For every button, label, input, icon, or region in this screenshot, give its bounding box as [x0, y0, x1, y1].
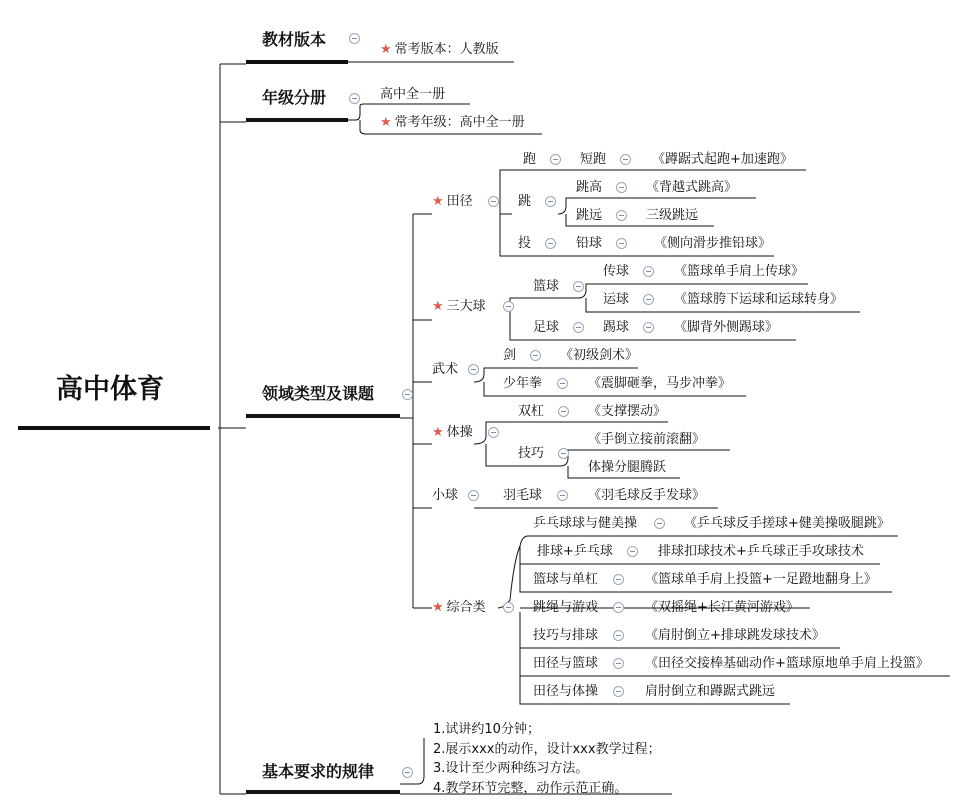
topic-grade[interactable]: 年级分册 [262, 88, 327, 107]
node-pass[interactable]: 传球 [603, 264, 630, 279]
node-high-jump[interactable]: 跳高 [576, 180, 603, 195]
collapse-icon[interactable] [627, 546, 638, 557]
node-football[interactable]: 足球 [533, 320, 560, 335]
requirement-line: 3.设计至少两种练习方法。 [433, 761, 589, 776]
node-long-jump[interactable]: 跳远 [576, 208, 603, 223]
collapse-icon[interactable] [643, 322, 654, 333]
node-fist-topic[interactable]: 《震脚砸拳，马步冲拳》 [588, 376, 732, 391]
node-skill-topic-1[interactable]: 《手倒立接前滚翻》 [588, 432, 706, 447]
node-run[interactable]: 跑 [523, 152, 537, 167]
collapse-icon[interactable] [558, 448, 569, 459]
node-parallel-bars[interactable]: 双杠 [518, 404, 545, 419]
collapse-icon[interactable] [468, 364, 479, 375]
combo-item-name[interactable]: 排球+乒乓球 [537, 544, 613, 559]
node-dribble[interactable]: 运球 [603, 292, 630, 307]
combo-item-topic[interactable]: 《篮球单手肩上投篮+一足蹬地翻身上》 [645, 572, 877, 587]
node-textbook-version[interactable]: ★ 常考版本：人教版 [380, 42, 499, 57]
node-basketball[interactable]: 篮球 [533, 279, 560, 294]
node-martial[interactable]: 武术 [432, 362, 459, 377]
combo-item-name[interactable]: 田径与篮球 [533, 656, 599, 671]
collapse-icon[interactable] [557, 490, 568, 501]
collapse-icon[interactable] [503, 301, 514, 312]
combo-item-name[interactable]: 篮球与单杠 [533, 572, 599, 587]
star-icon: ★ [380, 42, 392, 57]
star-icon: ★ [380, 115, 392, 130]
star-icon: ★ [432, 194, 444, 209]
collapse-icon[interactable] [530, 350, 541, 361]
node-shot[interactable]: 铅球 [576, 236, 603, 251]
collapse-icon[interactable] [613, 574, 624, 585]
topic-requirements[interactable]: 基本要求的规律 [262, 762, 375, 781]
collapse-icon[interactable] [643, 294, 654, 305]
collapse-icon[interactable] [545, 238, 556, 249]
combo-item-name[interactable]: 田径与体操 [533, 684, 599, 699]
node-shot-topic[interactable]: 《侧向滑步推铅球》 [654, 236, 772, 251]
node-sword-topic[interactable]: 《初级剑术》 [560, 348, 639, 363]
node-pass-topic[interactable]: 《篮球单手肩上传球》 [674, 264, 805, 279]
node-fist[interactable]: 少年拳 [503, 376, 543, 391]
node-gymnastics[interactable]: ★ 体操 [432, 425, 473, 440]
collapse-icon[interactable] [613, 630, 624, 641]
node-throw[interactable]: 投 [518, 236, 532, 251]
node-bars-topic[interactable]: 《支撑摆动》 [588, 404, 667, 419]
collapse-icon[interactable] [573, 281, 584, 292]
collapse-icon[interactable] [349, 33, 360, 44]
node-badminton-topic[interactable]: 《羽毛球反手发球》 [588, 488, 706, 503]
combo-item-topic[interactable]: 《田径交接棒基础动作+篮球原地单手肩上投篮》 [645, 656, 929, 671]
combo-item-topic[interactable]: 《双摇绳+长江黄河游戏》 [645, 600, 799, 615]
requirements-note[interactable] [433, 720, 661, 798]
node-kick-topic[interactable]: 《脚背外侧踢球》 [674, 320, 779, 335]
node-badminton[interactable]: 羽毛球 [503, 488, 543, 503]
combo-item-topic[interactable]: 排球扣球技术+乒乓球正手攻球技术 [658, 544, 864, 559]
collapse-icon[interactable] [613, 658, 624, 669]
collapse-icon[interactable] [616, 210, 627, 221]
node-small-ball[interactable]: 小球 [432, 488, 459, 503]
node-sword[interactable]: 剑 [503, 348, 517, 363]
star-icon: ★ [432, 600, 444, 615]
collapse-icon[interactable] [616, 238, 627, 249]
collapse-icon[interactable] [643, 266, 654, 277]
requirement-line: 2.展示xxx的动作，设计xxx教学过程； [433, 741, 661, 757]
collapse-icon[interactable] [545, 196, 556, 207]
node-sprint[interactable]: 短跑 [580, 152, 607, 167]
collapse-icon[interactable] [402, 767, 413, 778]
collapse-icon[interactable] [468, 490, 479, 501]
collapse-icon[interactable] [558, 406, 569, 417]
combo-item-topic[interactable]: 肩肘倒立和蹲踞式跳远 [645, 684, 776, 699]
node-jump[interactable]: 跳 [518, 194, 532, 209]
combo-item-name[interactable]: 跳绳与游戏 [533, 600, 599, 615]
collapse-icon[interactable] [613, 686, 624, 697]
collapse-icon[interactable] [349, 93, 360, 104]
node-skill-topic-2[interactable]: 体操分腿腾跃 [588, 460, 667, 475]
collapse-icon[interactable] [613, 602, 624, 613]
star-icon: ★ [432, 299, 444, 314]
collapse-icon[interactable] [503, 602, 514, 613]
combo-item-name[interactable]: 乒乓球球与健美操 [533, 516, 638, 531]
collapse-icon[interactable] [550, 154, 561, 165]
node-sprint-topic[interactable]: 《蹲踞式起跑+加速跑》 [652, 152, 793, 167]
collapse-icon[interactable] [557, 378, 568, 389]
topic-domains[interactable]: 领域类型及课题 [262, 384, 375, 403]
combo-item-topic[interactable]: 《乒乓球反手搓球+健美操吸腿跳》 [684, 516, 890, 531]
star-icon: ★ [432, 425, 444, 440]
node-kick[interactable]: 踢球 [603, 320, 630, 335]
node-grade-book[interactable]: 高中全一册 [380, 87, 446, 102]
node-track[interactable]: ★ 田径 [432, 194, 473, 209]
collapse-icon[interactable] [654, 518, 665, 529]
collapse-icon[interactable] [402, 389, 413, 400]
node-grade-common[interactable]: ★ 常考年级：高中全一册 [380, 115, 525, 130]
requirement-line: 1.试讲约10分钟； [433, 722, 540, 737]
combo-item-name[interactable]: 技巧与排球 [533, 628, 599, 643]
collapse-icon[interactable] [488, 427, 499, 438]
collapse-icon[interactable] [620, 154, 631, 165]
collapse-icon[interactable] [573, 322, 584, 333]
topic-textbook[interactable]: 教材版本 [262, 30, 327, 49]
node-skill[interactable]: 技巧 [518, 446, 545, 461]
node-balls[interactable]: ★ 三大球 [432, 299, 486, 314]
root-topic[interactable]: 高中体育 [56, 374, 164, 405]
collapse-icon[interactable] [616, 182, 627, 193]
node-high-jump-topic[interactable]: 《背越式跳高》 [646, 180, 738, 195]
node-combo[interactable]: ★ 综合类 [432, 600, 486, 615]
node-long-jump-topic[interactable]: 三级跳远 [646, 208, 699, 223]
collapse-icon[interactable] [488, 196, 499, 207]
requirement-line: 4.教学环节完整，动作示范正确。 [433, 780, 628, 796]
combo-item-topic[interactable]: 《肩肘倒立+排球跳发球技术》 [645, 628, 825, 643]
node-dribble-topic[interactable]: 《篮球胯下运球和运球转身》 [674, 292, 844, 307]
